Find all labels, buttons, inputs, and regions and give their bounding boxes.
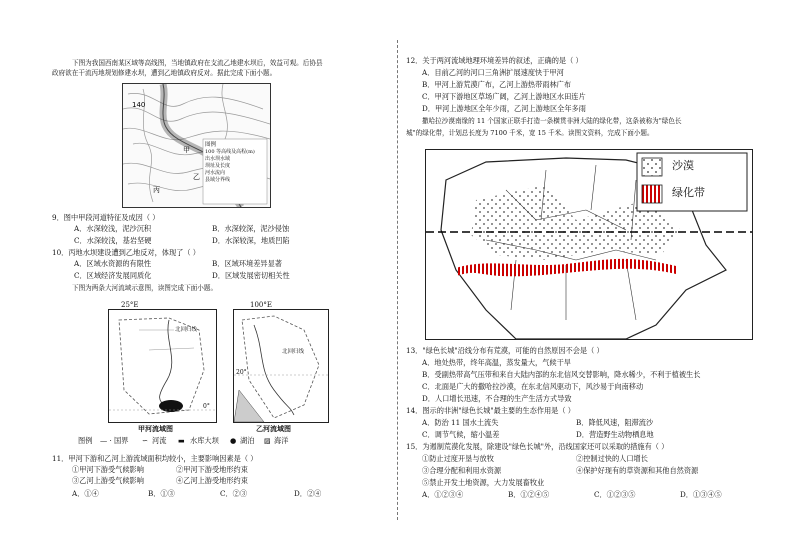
intro3-line1: 撒哈拉沙漠南缘的 11 个国家正联手打造一条横贯非洲大陆的绿化带，这条被称为"绿色长 [422,117,682,125]
map-b-latitude: 20° [236,369,247,376]
q15-statement-3: ③合理分配和利用水资源 [422,466,502,475]
intro1-line1: 下图为我国西南某区域等高线图，当地镇政府在支流乙地建水坝后，效益可观。后协县 [72,59,323,67]
q10-option-d[interactable]: D．区域发展密切相关性 [212,271,290,280]
q14-stem: 14．图示的非洲"绿色长城"最主要的生态作用是（ ） [406,406,575,415]
q15-statement-5: ⑤禁止开发土地资源，大力发展畜牧业 [422,478,545,487]
legend-dam-icon: ▬ [178,436,185,445]
q12-option-c[interactable]: C．甲河下游地区草场广阔，乙河上游地区水田连片 [422,92,586,101]
q9-option-c[interactable]: C．水深较浅，基岩坚硬 [74,236,152,245]
contour-legend [205,142,267,184]
q9-option-a[interactable]: A．水深较浅，泥沙沉积 [74,224,152,233]
q13-option-b[interactable]: B．受副热带高气压带和来自大陆内部的东北信风交替影响，降水稀少，不利于植被生长 [422,370,701,379]
map-b-svg [234,310,328,422]
q15-statement-1: ①防止过度开垦与放牧 [422,454,494,463]
legend-lake: 湖泊 [240,436,255,445]
contour-label-140: 140 [132,101,146,109]
legend-border-icon: — · [100,436,112,445]
map-a-caption: 甲河流域图 [138,424,173,433]
contour-map [122,83,271,208]
q13-option-c[interactable]: C．北面是广大的撒哈拉沙漠，在东北信风驱动下，风沙易于向南移动 [422,382,644,391]
map-b-longitude: 100°E [250,301,272,309]
africa-map [425,149,753,340]
map-a-latitude: 0° [203,403,210,410]
q14-option-c[interactable]: C．调节气候，缩小温差 [422,430,500,439]
contour-legend-item: 100 等高线及高程(m) [205,149,255,155]
q15-option-d[interactable]: D．①③④⑤ [680,490,722,499]
africa-map-svg [426,150,752,339]
q10-option-c[interactable]: C．区域经济发展同质化 [74,271,152,280]
q10-option-a[interactable]: A．区域水资源的有限性 [74,259,152,268]
q13-option-a[interactable]: A．地处热带，终年高温，蒸发量大，气候干旱 [422,358,571,367]
intro1-line2: 政府欲在干流丙地规划修建水坝，遭到乙地镇政府反对。据此完成下面小题。 [52,69,277,77]
map-a [108,301,217,423]
q11-stem: 11．甲河下游和乙河上游流域面积均较小，主要影响因素是（ ） [52,454,258,463]
q14-option-b[interactable]: B．降低风速，阻滞流沙 [576,418,654,427]
contour-label-bing: 丙 [153,186,160,194]
legend-sea: 海洋 [274,436,289,445]
q11-option-c[interactable]: C．②③ [220,489,248,498]
q9-stem: 9．图中甲段河道特征及成因（ ） [52,213,160,222]
contour-legend-item: 出水坝水域 [205,156,231,162]
q15-statement-4: ④保护好现有的草资源和其他自然资源 [576,466,699,475]
contour-legend-item: 县域分界线 [205,177,231,183]
legend-river: 河流 [152,436,167,445]
map-b [233,301,329,423]
contour-legend-item: 河水流向 [205,170,226,176]
q11-option-a[interactable]: A．①④ [72,489,99,498]
q10-stem: 10．丙地水坝建设遭到乙地反对，体现了（ ） [52,248,200,257]
q12-option-b[interactable]: B．甲河上游荒漠广布，乙河上游热带雨林广布 [422,80,572,89]
contour-legend-title: 图例 [205,142,217,148]
legend-border: 国界 [114,436,129,445]
q15-option-c[interactable]: C．①②③⑤ [594,490,636,499]
q14-option-d[interactable]: D．营造野生动物栖息地 [576,430,654,439]
map-legend-greenbelt: 绿化带 [672,186,705,199]
q11-statement-3: ③乙河上游受气候影响 [72,476,144,485]
legend-lake-icon: ● [230,436,237,445]
q13-option-d[interactable]: D．人口增长迅速，不合理的生产生活方式导致 [422,394,572,403]
map-a-longitude: 25°E [121,301,139,309]
legend-sea-icon: ▨ [264,436,271,445]
map-a-tropic-label: 北回归线 [175,327,198,333]
contour-label-jia: 甲 [183,146,190,154]
q12-stem: 12．关于两河流域地理环境差异的叙述，正确的是（ ） [406,56,583,65]
q12-option-d[interactable]: D．甲河上游地区全年少雨，乙河上游地区全年多雨 [422,104,586,113]
q15-stem: 15．为遏制荒漠化发展，除建设"绿色长城"外，沿线国家还可以采取的措施有（ ） [406,442,669,451]
contour-legend-item: 坝址及长度 [205,163,231,169]
map-b-caption: 乙河流域图 [256,424,291,433]
legend-river-icon: ∽ [142,436,149,445]
q11-statement-2: ②甲河下游受地形约束 [176,465,248,474]
legend-title: 图例 [78,436,93,445]
q11-option-d[interactable]: D．②④ [294,489,322,498]
q11-statement-4: ④乙河上游受地形约束 [176,476,248,485]
q9-option-b[interactable]: B．水深较深，泥沙侵蚀 [212,224,290,233]
contour-label-yi: 乙 [193,173,200,181]
map-legend-desert: 沙漠 [672,159,694,172]
q11-option-b[interactable]: B．①③ [148,489,175,498]
legend-dam: 水库大坝 [190,436,219,445]
q12-option-a[interactable]: A．目前乙河的河口三角洲扩展速度快于甲河 [422,68,564,77]
map-b-tropic-label: 北回归线 [282,349,305,355]
intro3-line2: 城"的绿化带，计划总长度为 7100 千米，宽 15 千米。读图文资料，完成下面小题。 [406,129,654,137]
q15-option-a[interactable]: A．①②③④ [422,490,464,499]
q13-stem: 13．"绿色长城"沿线分布有荒漠，可能的自然原因不会是（ ） [406,346,604,355]
q15-statement-2: ②控制过快的人口增长 [576,454,648,463]
right-column [398,0,794,560]
q15-option-b[interactable]: B．①②④⑤ [508,490,550,499]
intro2: 下图为两条大河流域示意图，读图完成下面小题。 [72,284,218,292]
q11-statement-1: ①甲河下游受气候影响 [72,465,144,474]
q14-option-a[interactable]: A．防治 11 国水土流失 [422,418,499,427]
q9-option-d[interactable]: D．水深较深，地质凹陷 [212,236,290,245]
q10-option-b[interactable]: B．区域环境差异显著 [212,259,282,268]
map-a-svg [109,310,216,422]
